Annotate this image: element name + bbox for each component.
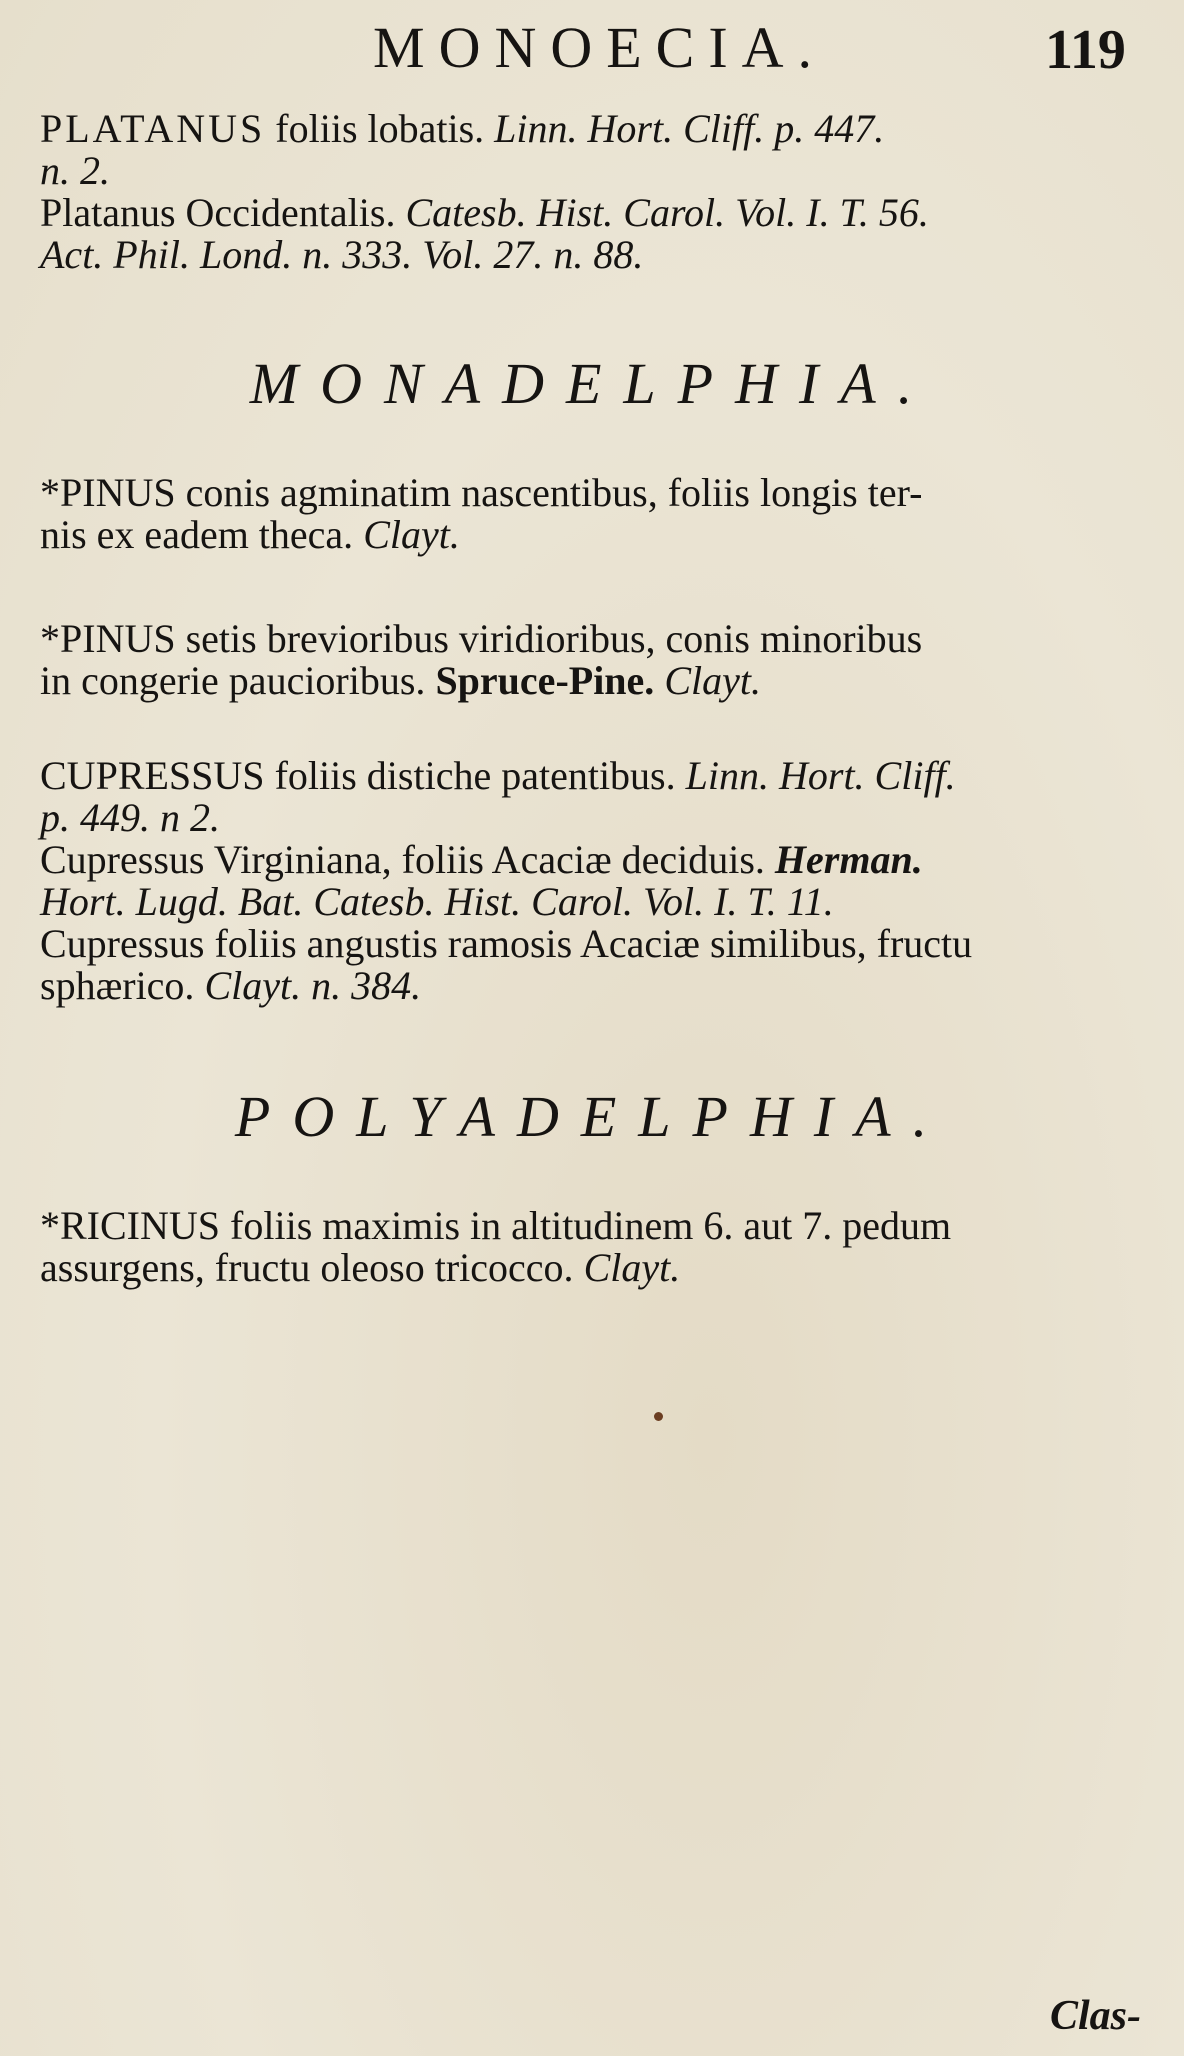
entry-reference: p. 449. n 2. xyxy=(40,795,220,840)
running-head: MONOECIA. xyxy=(373,15,827,80)
entry-reference: Clayt. xyxy=(363,512,460,557)
entry-text: foliis lobatis. xyxy=(265,106,495,151)
entry-line xyxy=(40,965,1152,1007)
entry-line xyxy=(40,150,1152,192)
entry-line xyxy=(40,234,1152,276)
entry-reference: n. 2. xyxy=(40,148,110,193)
entry-reference: Catesb. Hist. Carol. Vol. I. T. 56. xyxy=(405,190,929,235)
entry-cupressus xyxy=(40,755,1152,1007)
entry-pinus-2 xyxy=(40,618,1152,702)
entry-text: conis agminatim nascentibus, foliis longis ter- xyxy=(175,470,923,515)
entry-line xyxy=(40,108,1152,150)
entry-line xyxy=(40,755,1152,797)
entry-line xyxy=(40,923,1152,965)
entry-reference: Act. Phil. Lond. n. 333. Vol. 27. n. 88. xyxy=(40,232,644,277)
genus-name: *RICINUS xyxy=(40,1203,221,1248)
entry-text: sphærico. xyxy=(40,963,205,1008)
entry-line xyxy=(40,881,1152,923)
entry-reference: Linn. Hort. Cliff. p. 447. xyxy=(494,106,885,151)
entry-text: in congerie paucioribus. xyxy=(40,658,436,703)
genus-name: PLATANUS xyxy=(40,106,266,151)
entry-line xyxy=(40,514,1152,556)
entry-ricinus xyxy=(40,1205,1152,1289)
entry-line xyxy=(40,660,1152,702)
page-header xyxy=(0,14,1184,94)
entry-line xyxy=(40,472,1152,514)
entry-line xyxy=(40,618,1152,660)
section-heading-polyadelphia: POLYADELPHIA. xyxy=(234,1084,950,1149)
entry-text: Cupressus foliis angustis ramosis Acaciæ similibus, fructu xyxy=(40,921,973,966)
entry-text: foliis distiche patentibus. xyxy=(264,753,686,798)
genus-name: *PINUS xyxy=(40,470,176,515)
entry-reference: Hort. Lugd. Bat. Catesb. Hist. Carol. Vol. I. T. 11. xyxy=(40,879,834,924)
page-number: 119 xyxy=(1045,19,1126,81)
entry-line xyxy=(40,1247,1152,1289)
entry-text: Cupressus Virginiana, foliis Acaciæ deciduis. xyxy=(40,837,775,882)
entry-line xyxy=(40,192,1152,234)
entry-line xyxy=(40,839,1152,881)
section-heading-monadelphia: MONADELPHIA. xyxy=(249,351,935,416)
entry-reference: Herman. xyxy=(774,837,923,882)
entry-text: assurgens, fructu oleoso tricocco. xyxy=(40,1245,584,1290)
entry-pinus-1 xyxy=(40,472,1152,556)
genus-name: CUPRESSUS xyxy=(40,753,265,798)
entry-reference: Clayt. xyxy=(583,1245,681,1290)
entry-platanus xyxy=(40,108,1152,276)
entry-text: Platanus Occidentalis. xyxy=(40,190,406,235)
entry-text: setis brevioribus viridioribus, conis minoribus xyxy=(175,616,923,661)
catchword: Clas- xyxy=(1050,1993,1142,2039)
entry-line xyxy=(40,797,1152,839)
genus-name: *PINUS xyxy=(40,616,176,661)
entry-text: foliis maximis in altitudinem 6. aut 7. pedum xyxy=(220,1203,952,1248)
entry-reference: Linn. Hort. Cliff. xyxy=(685,753,956,798)
entry-reference: Clayt. n. 384. xyxy=(204,963,422,1008)
blackletter-name: Spruce-Pine. xyxy=(435,658,655,703)
paper-speck xyxy=(654,1412,663,1421)
entry-line xyxy=(40,1205,1152,1247)
entry-text: nis ex eadem theca. xyxy=(40,512,364,557)
entry-reference: Clayt. xyxy=(654,658,761,703)
